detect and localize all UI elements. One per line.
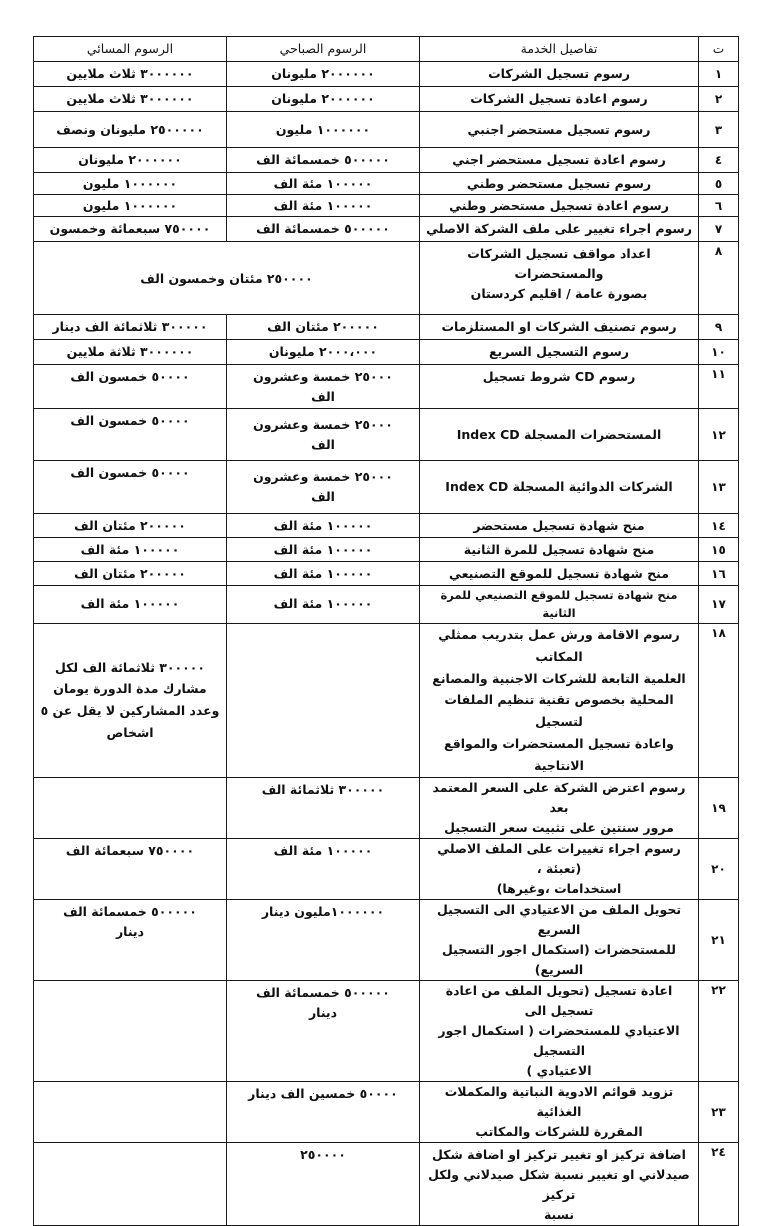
row-number: ٦ [699,195,739,217]
row-number: ١٤ [699,514,739,538]
table-row [34,586,739,624]
morning-fee: ٢٥٠٠٠ خمسة وعشرون الف [227,365,420,409]
service-detail: رسوم اعادة تسجيل مستحضر اجني [420,148,699,173]
evening-fee [34,1081,227,1142]
morning-fee: ٢٥٠٠٠ خمسة وعشرون الف [227,461,420,514]
service-detail: منح شهادة تسجيل للموقع التصنيعي [420,562,699,586]
row-number: ١٨ [699,623,739,777]
table-row [34,777,739,838]
service-detail: رسوم تسجيل الشركات [420,62,699,87]
evening-fee: ٣٠٠٠٠٠٠ ثلاث ملايين [34,87,227,112]
fees-table [33,36,739,1226]
morning-fee: ١٠٠٠٠٠٠مليون دينار [227,899,420,980]
table-row [34,112,739,148]
evening-fee: ١٠٠٠٠٠٠ مليون [34,195,227,217]
evening-fee: ٣٠٠٠٠٠ ثلاثمائة الف دينار [34,315,227,340]
row-number: ٣ [699,112,739,148]
table-row [34,87,739,112]
service-detail: رسوم اجراء تغييرات على الملف الاصلي (تعبئة ، استخدامات ،وغيرها) [420,838,699,899]
evening-fee: ٢٠٠٠٠٠ مئتان الف [34,514,227,538]
table-row [34,173,739,195]
table-row [34,242,739,315]
table-row [34,217,739,242]
row-number: ١٥ [699,538,739,562]
table-row [34,562,739,586]
row-number: ١٣ [699,461,739,514]
service-detail: تزويد قوائم الادوية النباتية والمكملات الغذائية المقررة للشركات والمكاتب [420,1081,699,1142]
evening-fee: ١٠٠٠٠٠٠ مليون [34,173,227,195]
evening-fee: ٧٥٠٠٠٠ سبعمائة الف [34,838,227,899]
service-detail: تحويل الملف من الاعتيادي الى التسجيل السريع للمستحضرات (استكمال اجور التسجيل السريع) [420,899,699,980]
evening-fee [34,777,227,838]
header-service: تفاصيل الخدمة [420,37,699,62]
morning-fee: ١٠٠٠٠٠ مئة الف [227,514,420,538]
table-row [34,980,739,1081]
morning-fee: ٥٠٠٠٠٠ خمسمائة الف [227,148,420,173]
row-number: ٢٠ [699,838,739,899]
fees-document [33,36,734,1226]
row-number: ٢٤ [699,1142,739,1225]
row-number: ٢١ [699,899,739,980]
service-detail: رسوم تسجيل مستحضر اجنبي [420,112,699,148]
row-number: ٢٣ [699,1081,739,1142]
row-number: ٢ [699,87,739,112]
morning-fee: ٢٥٠٠٠٠ [227,1142,420,1225]
service-detail: رسوم اعادة تسجيل الشركات [420,87,699,112]
morning-fee: ٥٠٠٠٠٠ خمسمائة الف دينار [227,980,420,1081]
service-detail: رسوم التسجيل السريع [420,340,699,365]
service-detail: منح شهادة تسجيل مستحضر [420,514,699,538]
morning-fee: ٣٠٠٠٠٠ ثلاثمائة الف [227,777,420,838]
morning-fee: ١٠٠٠٠٠ مئة الف [227,173,420,195]
morning-fee: ١٠٠٠٠٠ مئة الف [227,538,420,562]
row-number: ١٠ [699,340,739,365]
morning-fee: ٢٥٠٠٠ خمسة وعشرون الف [227,409,420,461]
service-detail: منح شهادة تسجيل للمرة الثانية [420,538,699,562]
service-detail: منح شهادة تسجيل للموقع التصنيعي للمرة الثانية [420,586,699,624]
table-row [34,148,739,173]
evening-fee: ٥٠٠٠٠٠ خمسمائة الف دينار [34,899,227,980]
row-number: ١٧ [699,586,739,624]
row-number: ١١ [699,365,739,409]
table-header-row [34,37,739,62]
service-detail: اضافة تركيز او تغيير تركيز او اضافة شكل صيدلاني او تغيير نسبة شكل صيدلاني ولكل تركيز نسبة [420,1142,699,1225]
service-detail: رسوم اعترض الشركة على السعر المعتمد بعد مرور سنتين على تثبيت سعر التسجيل [420,777,699,838]
table-row [34,623,739,777]
evening-fee [34,980,227,1081]
service-detail: رسوم تصنيف الشركات او المستلزمات [420,315,699,340]
row-number: ٥ [699,173,739,195]
row-number: ٨ [699,242,739,315]
table-row [34,62,739,87]
morning-fee: ٥٠٠٠٠٠ خمسمائة الف [227,217,420,242]
evening-fee: ٣٠٠٠٠٠ ثلاثمائة الف لكل مشارك مدة الدورة يومان وعدد المشاركين لا يقل عن ٥ اشخاص [34,623,227,777]
service-detail: رسوم تسجيل مستحضر وطني [420,173,699,195]
service-detail: الشركات الدوائية المسجلة Index CD [420,461,699,514]
evening-fee: ١٠٠٠٠٠ مئة الف [34,586,227,624]
evening-fee: ٥٠٠٠٠ خمسون الف [34,461,227,514]
evening-fee: ١٠٠٠٠٠ مئة الف [34,538,227,562]
header-morning-fees: الرسوم الصباحي [227,37,420,62]
table-row [34,315,739,340]
table-row [34,461,739,514]
evening-fee: ٢٠٠٠٠٠ مئتان الف [34,562,227,586]
table-row [34,1081,739,1142]
row-number: ١٢ [699,409,739,461]
header-no: ت [699,37,739,62]
evening-fee: ٢٠٠٠٠٠٠ مليونان [34,148,227,173]
merged-fee: ٢٥٠٠٠٠ مئتان وخمسون الف [34,242,420,315]
table-row [34,838,739,899]
row-number: ١٩ [699,777,739,838]
evening-fee: ٥٠٠٠٠ خمسون الف [34,409,227,461]
morning-fee: ١٠٠٠٠٠ مئة الف [227,562,420,586]
table-row [34,340,739,365]
service-detail: رسوم اعادة تسجيل مستحضر وطني [420,195,699,217]
table-row [34,195,739,217]
service-detail: اعداد مواقف تسجيل الشركات والمستحضرات بصورة عامة / اقليم كردستان [420,242,699,315]
service-detail: المستحضرات المسجلة Index CD [420,409,699,461]
service-detail: اعادة تسجيل (تحويل الملف من اعادة تسجيل الى الاعتيادي للمستحضرات ( استكمال اجور التسجيل الاعتيادي ) [420,980,699,1081]
morning-fee: ٢٠٠٠٠٠٠ مليونان [227,62,420,87]
morning-fee: ٢٠٠٠،٠٠٠ مليونان [227,340,420,365]
morning-fee: ١٠٠٠٠٠ مئة الف [227,586,420,624]
table-row [34,899,739,980]
row-number: ١ [699,62,739,87]
morning-fee: ١٠٠٠٠٠٠ مليون [227,112,420,148]
table-row [34,538,739,562]
row-number: ٧ [699,217,739,242]
table-row [34,1142,739,1225]
table-row [34,409,739,461]
service-detail: رسوم اجراء تغيير على ملف الشركة الاصلي [420,217,699,242]
morning-fee: ١٠٠٠٠٠ مئة الف [227,838,420,899]
morning-fee: ٢٠٠٠٠٠٠ مليونان [227,87,420,112]
morning-fee: ١٠٠٠٠٠ مئة الف [227,195,420,217]
row-number: ٩ [699,315,739,340]
evening-fee: ٣٠٠٠٠٠٠ ثلاثة ملايين [34,340,227,365]
service-detail: رسوم الاقامة ورش عمل بتدريب ممثلي المكاتب العلمية التابعة للشركات الاجنبية والمصانع المحلية بخصوص تقنية تنظيم الملفات لتسجيل واعادة تسجيل المستحضرات والمواقع الانتاجية [420,623,699,777]
service-detail: رسوم CD شروط تسجيل [420,365,699,409]
row-number: ١٦ [699,562,739,586]
table-row [34,365,739,409]
evening-fee: ٢٥٠٠٠٠٠ مليونان ونصف [34,112,227,148]
morning-fee [227,623,420,777]
evening-fee: ٣٠٠٠٠٠٠ ثلاث ملايين [34,62,227,87]
row-number: ٤ [699,148,739,173]
row-number: ٢٢ [699,980,739,1081]
evening-fee: ٥٠٠٠٠ خمسون الف [34,365,227,409]
evening-fee: ٧٥٠٠٠٠ سبعمائة وخمسون [34,217,227,242]
header-evening-fees: الرسوم المسائي [34,37,227,62]
table-row [34,514,739,538]
evening-fee [34,1142,227,1225]
morning-fee: ٢٠٠٠٠٠ مئتان الف [227,315,420,340]
morning-fee: ٥٠٠٠٠ خمسين الف دينار [227,1081,420,1142]
